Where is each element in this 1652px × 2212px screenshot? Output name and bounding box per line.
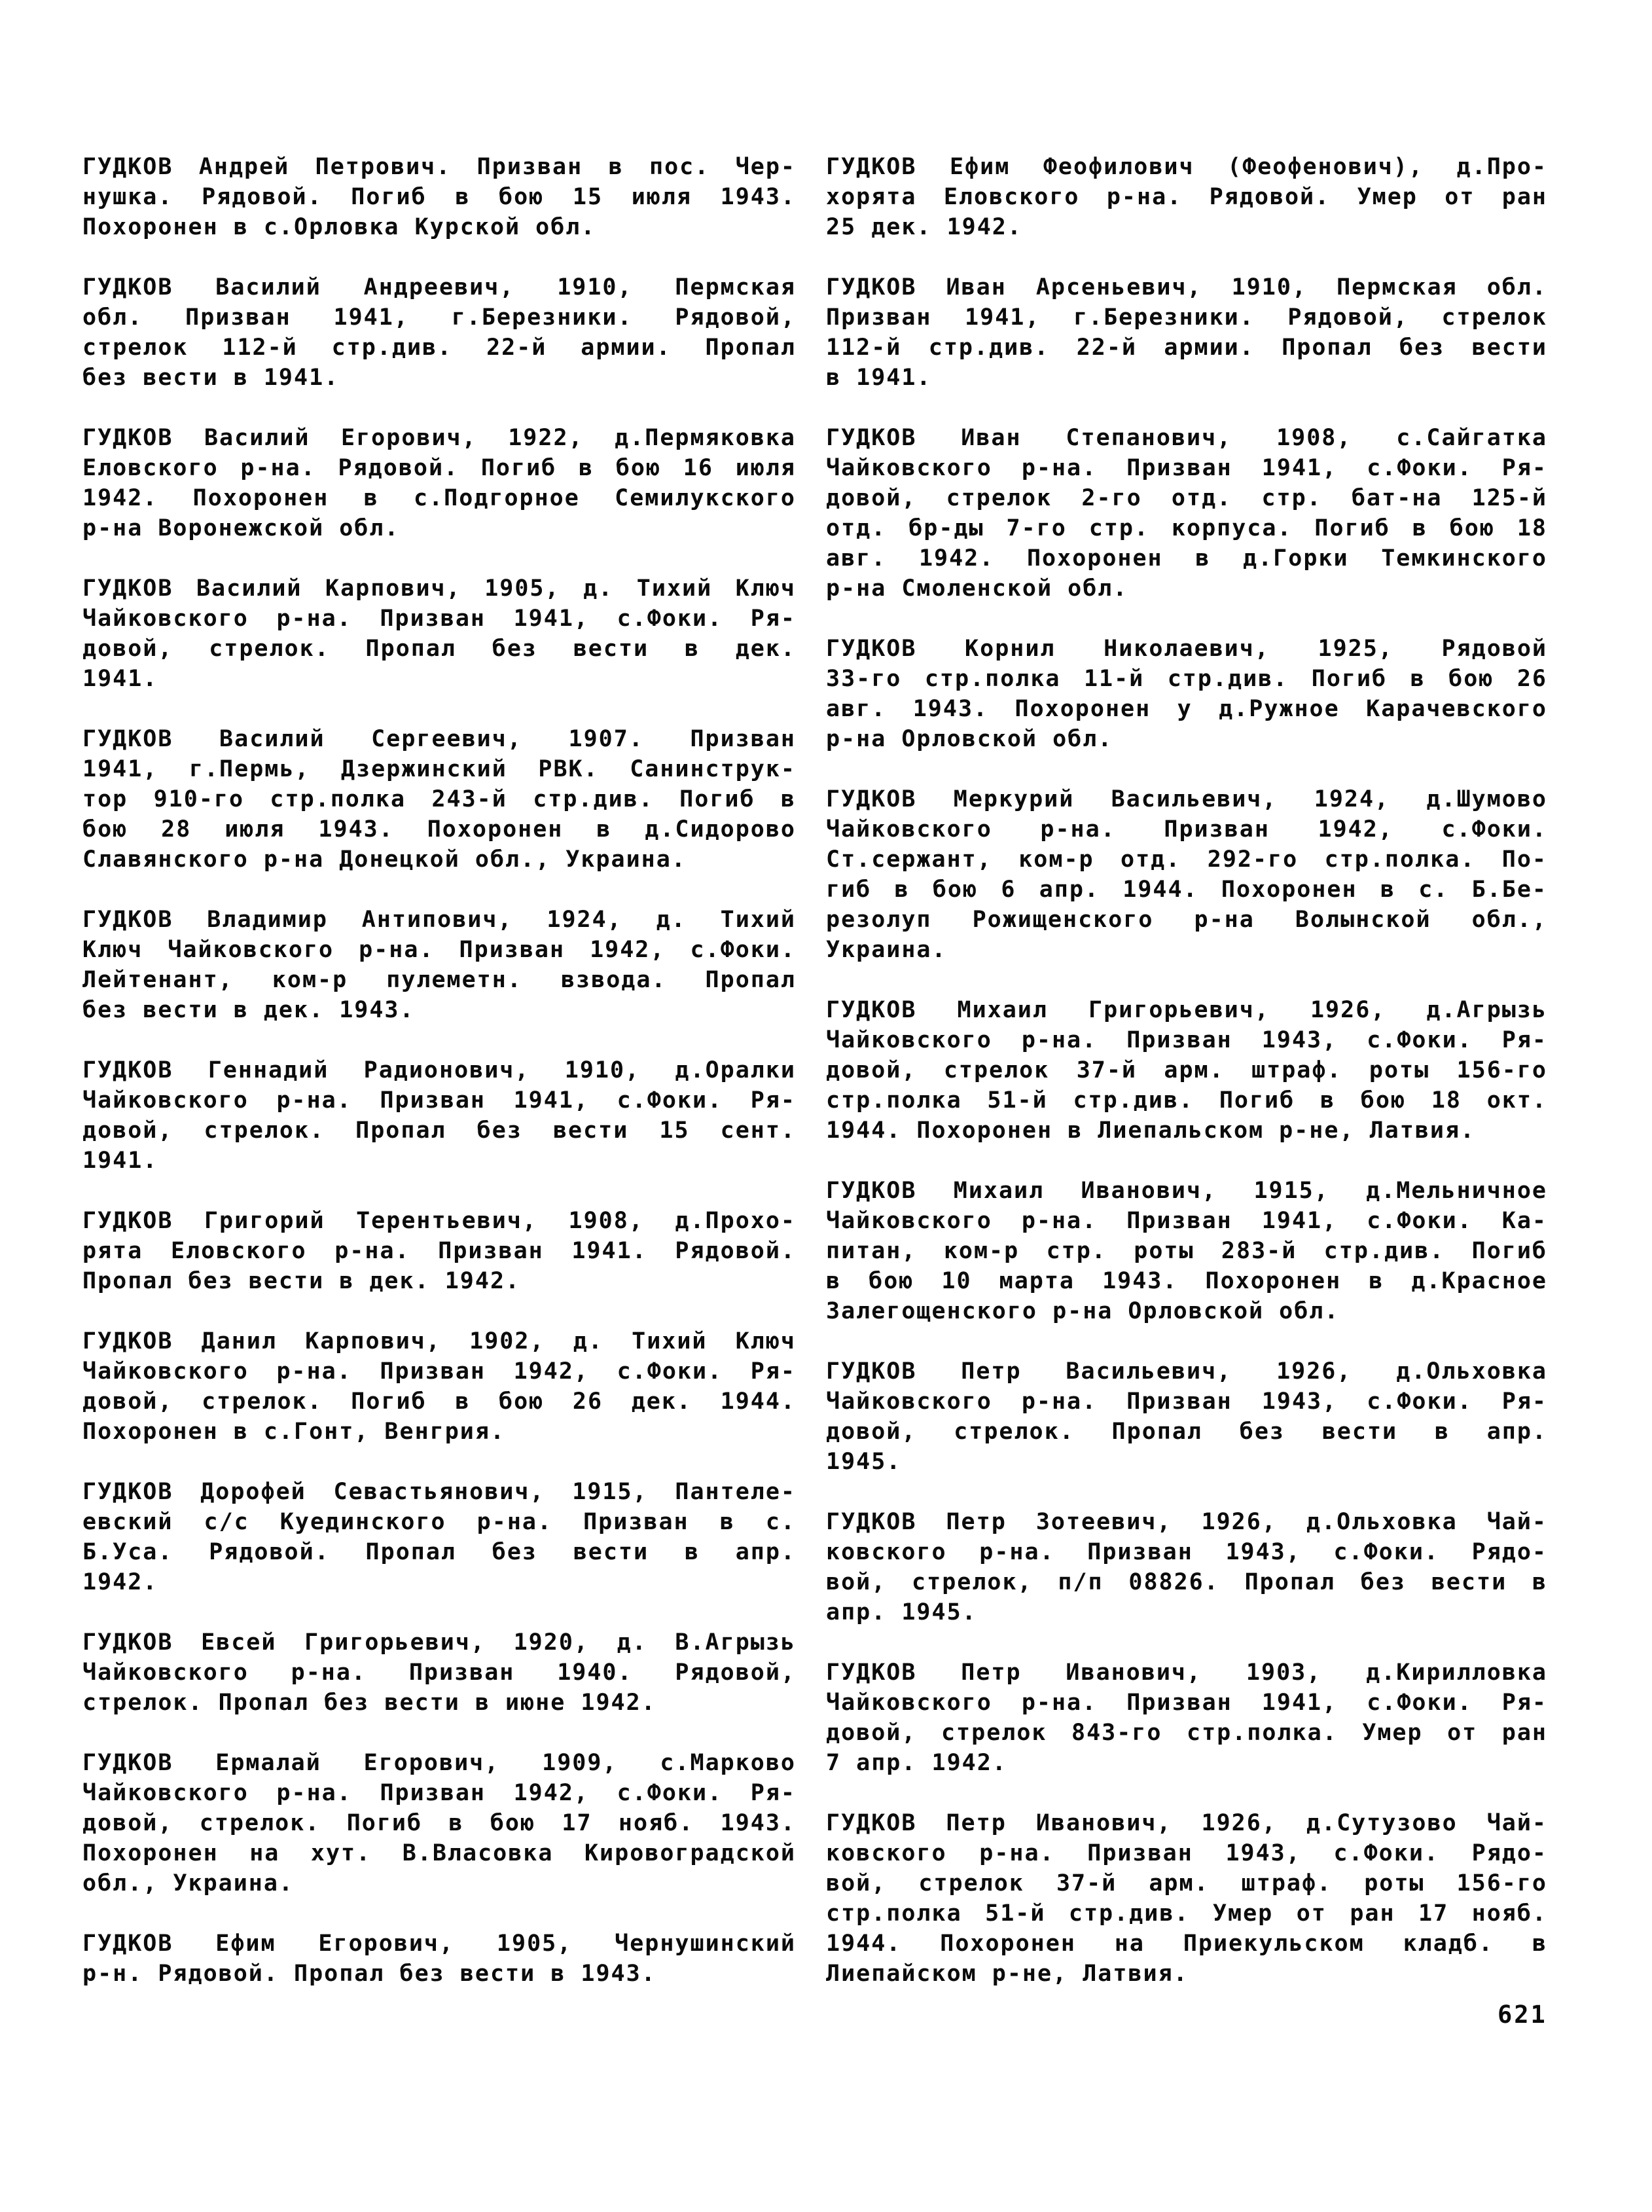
entry-line: р-на Воронежской обл. (82, 515, 400, 541)
entry-line: авг. 1942. Похоронен в д.Горки Темкинского (826, 545, 1547, 571)
entry-line: Ст.сержант, ком-р отд. 292-го стр.полка. По- (826, 846, 1547, 873)
memorial-entry (82, 573, 796, 694)
entry-line: 112-й стр.див. 22-й армии. Пропал без вести (826, 335, 1547, 361)
entry-line: обл. Призван 1941, г.Березники. Рядовой, (82, 304, 796, 331)
entry-line: Славянского р-на Донецкой обл., Украина. (82, 846, 687, 873)
entry-line: 7 апр. 1942. (826, 1750, 1007, 1776)
entry-line: ГУДКОВ Владимир Антипович, 1924, д. Тихий (82, 907, 796, 933)
entry-line: довой, стрелок. Погиб в бою 26 дек. 1944. (82, 1388, 796, 1415)
memorial-entry (826, 1176, 1547, 1326)
entry-line: в бою 10 марта 1943. Похоронен в д.Красное (826, 1268, 1547, 1294)
entry-line: Призван 1941, г.Березники. Рядовой, стрелок (826, 304, 1547, 331)
memorial-entry (826, 1507, 1547, 1627)
entry-line: Лиепайском р-не, Латвия. (826, 1961, 1189, 1987)
entry-line: стр.полка 51-й стр.див. Погиб в бою 18 окт. (826, 1087, 1547, 1114)
entry-line: Чайковского р-на. Призван 1943, с.Фоки. Ря- (826, 1027, 1547, 1053)
entry-line: 1944. Похоронен на Приекульском кладб. в (826, 1931, 1547, 1957)
entry-line: ГУДКОВ Иван Арсеньевич, 1910, Пермская обл. (826, 274, 1547, 300)
entry-line: Похоронен в с.Орловка Курской обл. (82, 214, 596, 240)
entry-line: 1941. (82, 1148, 158, 1174)
entry-line: Чайковского р-на. Призван 1941, с.Фоки. Ка- (826, 1208, 1547, 1234)
entry-line: ГУДКОВ Василий Егорович, 1922, д.Пермяковка (82, 425, 796, 451)
entry-line: р-на Смоленской обл. (826, 575, 1128, 602)
entry-line: ГУДКОВ Ефим Егорович, 1905, Чернушинский (82, 1931, 796, 1957)
entry-line: довой, стрелок. Погиб в бою 17 нояб. 1943. (82, 1810, 796, 1836)
entry-line: евский с/с Куединского р-на. Призван в с. (82, 1509, 796, 1535)
entry-line: р-н. Рядовой. Пропал без вести в 1943. (82, 1961, 656, 1987)
entry-line: ГУДКОВ Ефим Феофилович (Феофенович), д.Про- (826, 154, 1547, 180)
entry-line: довой, стрелок. Пропал без вести в апр. (826, 1419, 1547, 1445)
entry-line: ГУДКОВ Данил Карпович, 1902, д. Тихий Ключ (82, 1328, 796, 1354)
entry-line: Чайковского р-на. Призван 1942, с.Фоки. Ря- (82, 1780, 796, 1806)
memorial-entry (826, 634, 1547, 754)
entry-line: ГУДКОВ Геннадий Радионович, 1910, д.Оралки (82, 1057, 796, 1083)
entry-line: довой, стрелок 2-го отд. стр. бат-на 125-й (826, 485, 1547, 511)
entry-line: 1945. (826, 1449, 902, 1475)
memorial-entry (826, 152, 1547, 242)
entry-line: ГУДКОВ Василий Сергеевич, 1907. Призван (82, 726, 796, 752)
memorial-entry (82, 272, 796, 393)
entry-line: вой, стрелок, п/п 08826. Пропал без вести в (826, 1569, 1547, 1595)
entry-line: 33-го стр.полка 11-й стр.див. Погиб в бою 26 (826, 666, 1547, 692)
entry-line: ГУДКОВ Петр Зотеевич, 1926, д.Ольховка Чай- (826, 1509, 1547, 1535)
entry-line: Чайковского р-на. Призван 1943, с.Фоки. Ря- (826, 1388, 1547, 1415)
entry-line: 1944. Похоронен в Лиепальском р-не, Латвия. (826, 1117, 1476, 1144)
entry-line: Чайковского р-на. Призван 1941, с.Фоки. Ря- (82, 1087, 796, 1114)
entry-line: довой, стрелок 37-й арм. штраф. роты 156-го (826, 1057, 1547, 1083)
entry-line: Чайковского р-на. Призван 1941, с.Фоки. Ря- (826, 1690, 1547, 1716)
entry-line: Залегощенского р-на Орловской обл. (826, 1298, 1340, 1324)
entry-line: ковского р-на. Призван 1943, с.Фоки. Рядо- (826, 1840, 1547, 1866)
memorial-entry (826, 1658, 1547, 1778)
entry-line: без вести в дек. 1943. (82, 997, 415, 1023)
entry-line: нушка. Рядовой. Погиб в бою 15 июля 1943. (82, 184, 796, 210)
entry-line: 1942. Похоронен в с.Подгорное Семилукского (82, 485, 796, 511)
entry-line: гиб в бою 6 апр. 1944. Похоронен в с. Б.Бе- (826, 877, 1547, 903)
entry-line: Лейтенант, ком-р пулеметн. взвода. Пропал (82, 967, 796, 993)
entry-line: ГУДКОВ Василий Карпович, 1905, д. Тихий Ключ (82, 575, 796, 602)
entry-line: ГУДКОВ Андрей Петрович. Призван в пос. Чер- (82, 154, 796, 180)
entry-line: довой, стрелок 843-го стр.полка. Умер от ран (826, 1720, 1547, 1746)
entry-line: в 1941. (826, 365, 932, 391)
entry-line: Чайковского р-на. Призван 1941, с.Фоки. Ря- (82, 606, 796, 632)
entry-line: питан, ком-р стр. роты 283-й стр.див. Погиб (826, 1238, 1547, 1264)
memorial-entry (826, 784, 1547, 965)
entry-line: 1941, г.Пермь, Дзержинский РВК. Санинструк- (82, 756, 796, 782)
memorial-entry (82, 1326, 796, 1447)
entry-line: Похоронен на хут. В.Власовка Кировоградской (82, 1840, 796, 1866)
entry-line: ГУДКОВ Ермалай Егорович, 1909, с.Марково (82, 1750, 796, 1776)
entry-line: Б.Уса. Рядовой. Пропал без вести в апр. (82, 1539, 796, 1565)
entry-line: стрелок 112-й стр.див. 22-й армии. Пропал (82, 335, 796, 361)
entry-line: без вести в 1941. (82, 365, 340, 391)
entry-line: 1942. (82, 1569, 158, 1595)
entry-line: апр. 1945. (826, 1599, 977, 1625)
memorial-entry (826, 272, 1547, 393)
entry-line: обл., Украина. (82, 1870, 295, 1896)
entry-line: ГУДКОВ Василий Андреевич, 1910, Пермская (82, 274, 796, 300)
entry-line: Чайковского р-на. Призван 1942, с.Фоки. (826, 816, 1547, 843)
entry-line: 25 дек. 1942. (826, 214, 1022, 240)
entry-line: Украина. (826, 937, 947, 963)
entry-line: хорята Еловского р-на. Рядовой. Умер от ран (826, 184, 1547, 210)
entry-line: ГУДКОВ Корнил Николаевич, 1925, Рядовой (826, 636, 1547, 662)
entry-line: бою 28 июля 1943. Похоронен в д.Сидорово (82, 816, 796, 843)
entry-line: ГУДКОВ Меркурий Васильевич, 1924, д.Шумово (826, 786, 1547, 812)
entry-line: ГУДКОВ Григорий Терентьевич, 1908, д.Прохо- (82, 1208, 796, 1234)
page-number: 621 (1498, 2001, 1547, 2029)
entry-line: резолуп Рожищенского р-на Волынской обл., (826, 907, 1547, 933)
memorial-entry (82, 152, 796, 242)
memorial-entry (826, 1356, 1547, 1477)
entry-line: тор 910-го стр.полка 243-й стр.див. Погиб в (82, 786, 796, 812)
memorial-entry (82, 1055, 796, 1176)
memorial-entry (82, 1206, 796, 1296)
entry-line: стрелок. Пропал без вести в июне 1942. (82, 1690, 656, 1716)
entry-line: ГУДКОВ Иван Степанович, 1908, с.Сайгатка (826, 425, 1547, 451)
entry-line: вой, стрелок 37-й арм. штраф. роты 156-го (826, 1870, 1547, 1896)
entry-line: ГУДКОВ Михаил Григорьевич, 1926, д.Агрызь (826, 997, 1547, 1023)
memorial-entry (82, 1627, 796, 1718)
entry-line: рята Еловского р-на. Призван 1941. Рядовой. (82, 1238, 796, 1264)
memorial-entry (82, 724, 796, 875)
entry-line: довой, стрелок. Пропал без вести в дек. (82, 636, 796, 662)
entry-line: р-на Орловской обл. (826, 726, 1113, 752)
entry-line: 1941. (82, 666, 158, 692)
entry-line: Похоронен в с.Гонт, Венгрия. (82, 1419, 506, 1445)
memorial-entry (82, 1477, 796, 1597)
entry-line: ГУДКОВ Петр Иванович, 1903, д.Кирилловка (826, 1659, 1547, 1686)
entry-line: Еловского р-на. Рядовой. Погиб в бою 16 июля (82, 455, 796, 481)
memorial-entry (82, 423, 796, 543)
entry-line: Чайковского р-на. Призван 1941, с.Фоки. Ря- (826, 455, 1547, 481)
entry-line: Пропал без вести в дек. 1942. (82, 1268, 521, 1294)
left-column (82, 152, 796, 2019)
entry-line: Чайковского р-на. Призван 1940. Рядовой, (82, 1659, 796, 1686)
entry-line: ГУДКОВ Михаил Иванович, 1915, д.Мельничное (826, 1178, 1547, 1204)
memorial-entry (82, 1929, 796, 1989)
memorial-entry (826, 423, 1547, 604)
entry-line: отд. бр-ды 7-го стр. корпуса. Погиб в бою 18 (826, 515, 1547, 541)
memorial-entry (826, 995, 1547, 1146)
memorial-entry (82, 1748, 796, 1898)
entry-line: Чайковского р-на. Призван 1942, с.Фоки. Ря- (82, 1358, 796, 1385)
memorial-entry (826, 1808, 1547, 1989)
entry-line: довой, стрелок. Пропал без вести 15 сент. (82, 1117, 796, 1144)
right-column (826, 152, 1547, 2019)
entry-line: ГУДКОВ Петр Иванович, 1926, д.Сутузово Чай- (826, 1810, 1547, 1836)
entry-line: Ключ Чайковского р-на. Призван 1942, с.Фоки. (82, 937, 796, 963)
entry-line: ГУДКОВ Дорофей Севастьянович, 1915, Пантеле- (82, 1479, 796, 1505)
entry-line: ковского р-на. Призван 1943, с.Фоки. Рядо- (826, 1539, 1547, 1565)
entry-line: стр.полка 51-й стр.див. Умер от ран 17 нояб. (826, 1900, 1547, 1927)
entry-line: авг. 1943. Похоронен у д.Ружное Карачевского (826, 696, 1547, 722)
entry-line: ГУДКОВ Петр Васильевич, 1926, д.Ольховка (826, 1358, 1547, 1385)
entry-line: ГУДКОВ Евсей Григорьевич, 1920, д. В.Агрызь (82, 1629, 796, 1656)
memorial-entry (82, 905, 796, 1025)
